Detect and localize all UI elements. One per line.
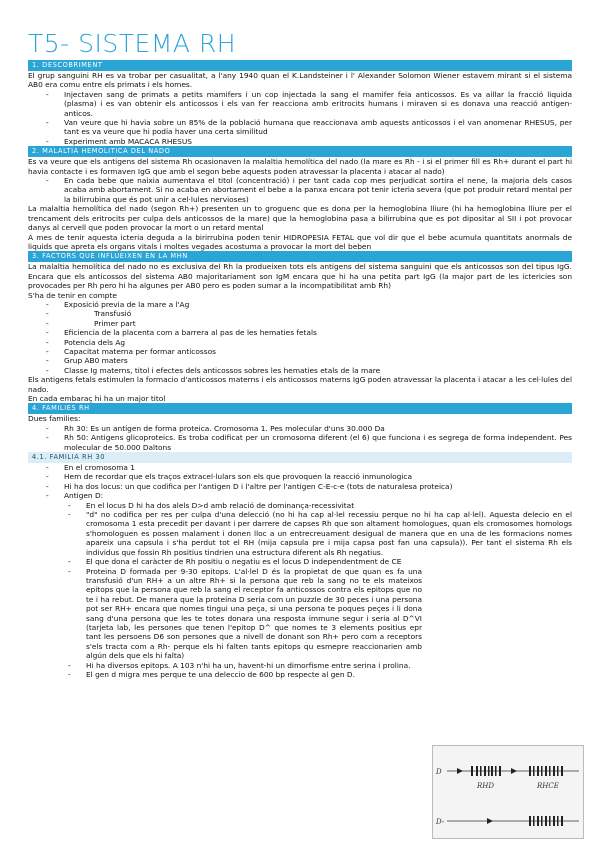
list-item: - Van veure que hi havia sobre un 85% de la població humana que reaccionava amb aquests anticossos i el van anomenar RHESUS, per tant es va veure que hi podía haver una certa similitud	[64, 118, 572, 137]
paragraph: A mes de tenir aquesta icteria deguda a la birirrubina poden tenir HIDROPESIA FETAL que vol dir que el bebe acumula quantitats anormals de liquids que apreta els organs vitals i moltes vegades acostuma a provocar la mort del beben	[28, 232, 572, 251]
bullet-list	[28, 424, 572, 452]
list-item: - Capacitat materna per formar anticossos	[64, 347, 572, 356]
list-item: - Potencia dels Ag	[64, 338, 572, 347]
list-item: - Transfusió	[64, 309, 572, 318]
sub-bullet-list	[28, 501, 572, 680]
list-item: - El que dona el caràcter de Rh positiu o negatiu es el locus D independentment de CE	[86, 557, 572, 566]
rhbox-arrow-left	[457, 768, 463, 774]
label-rhce: RHCE	[537, 782, 559, 790]
paragraph: Els antigens fetals estimulen la formacio d'anticossos materns i els anticossos materns IgG poden atravessar la placenta i atacar a les cel·lules del nado.	[28, 375, 572, 394]
list-item: - En el locus D hi ha dos alels D>d amb relació de dominança-recessivitat	[86, 501, 572, 510]
rhbox-arrow-right	[511, 768, 517, 774]
paragraph: En cada embaraç hi ha un major titol	[28, 394, 166, 403]
section-heading-families: 4. FAMILIES RH	[28, 403, 572, 414]
list-item: - Eficiencia de la placenta com a barrera al pas de les hematies fetals	[64, 328, 572, 337]
list-item: - El gen d migra mes perque te una deleccio de 600 bp respecte al gen D.	[86, 670, 572, 679]
list-item: - "d" no codifica per res per culpa d'una delecció (no hi ha cap al·lel recessiu perque no hi ha cap al·lel). Aquesta delecio en el cromosoma 1 esta precedit per davant i per darrere de capses Rh que son altament homologues, quan els cromosomes homologs s'homologuen es possen malament i donen lloc a un entrecreuament desigual de manera que en una de les formacions nomes apareix una capsula i s'ha perdut tot el RH (mija capsula pre i mija capsa post fan una capsula)). Per tant el sistema Rh els individus que fossin Rh positius tindrien una estructura diferent als Rh negatius.	[86, 510, 572, 557]
bullet-list	[28, 300, 572, 309]
list-item: - Rh 50: Antigens glicoproteics. Es troba codificat per un cromosoma diferent (el 6) que funciona i es segrega de forma independent. Pes molecular de 50.000 Daltons	[64, 433, 572, 452]
list-item: - Grup AB0 maters	[64, 356, 572, 365]
list-item: - Hem de recordar que els traços extracel·lulars son els que provoquen la reacció inmunologica	[64, 472, 572, 481]
bullet-list	[28, 176, 572, 204]
paragraph: La malaltia hemolítica del nado (segon Rh+) presenten un to groguenc que es dona per la hemoglobina lliure (hi ha hemoglobina lliure per el trencament dels eritrocits per culpa dels anticossos de la mare) que la hemoglobina pasa a bilirrubina que es pot dipositar al SII i pot provocar danys al cervell que poden provocar la mort o un retard mental	[28, 204, 572, 233]
section-heading-factors: 3. FACTORS QUE INFLUEIXEN EN LA MHN	[28, 251, 572, 262]
list-item: - En el cromosoma 1	[64, 463, 572, 472]
rhbox-hybrid-arrow	[487, 818, 493, 824]
list-item: - Antigen D:	[64, 491, 572, 500]
list-item: - Rh 30: Es un antígen de forma proteica. Cromosoma 1. Pes molecular d'uns 30.000 Da	[64, 424, 572, 433]
paragraph: El grup sanguini RH es va trobar per casualitat, a l'any 1940 quan el K.Landsteiner i l' Alexander Solomon Wiener estavem mirant si el sistema AB0 era comu entre els primats i els homes.	[28, 71, 572, 90]
list-item: - Exposició previa de la mare a l'Ag	[64, 300, 572, 309]
label-d: D	[436, 768, 442, 776]
bullet-list	[28, 328, 572, 375]
paragraph: Dues families:	[28, 414, 81, 424]
list-item: - Classe Ig materns, titol i efectes dels anticossos sobres les hematies etals de la mare	[64, 366, 572, 375]
rhce-exons	[529, 766, 563, 776]
section-heading-familia-rh30: 4.1. FAMILIA RH 30	[28, 452, 572, 463]
list-item: - En cada bebe que naixia aumentava el titol (concentració) i per tant cada cop mes perjudicat sortira el nene, la majoria dels casos acaba amb abortament. Si no acaba en abortament el bebe a la panxa encara pot tenir icteria severa (que pot produir retard mental per la bilirrubina que és pot unir a cel·lules nervioses)	[64, 176, 572, 204]
paragraph: La malaltia hemolítica del nado no es exclusiva del Rh la produeixen tots els antigens del sistema sanguini que els anticossos son del tipus IgG. Encara que els anticossos del sistema AB0 majoritariament son IgM encara que hi ha una petita part IgG (la major part de les ictericies son provocades per Rh pero hi ha algunes per AB0 pero es poden sumar a la incompatibilitat amb Rh)	[28, 262, 572, 291]
rh-gene-diagram	[432, 745, 584, 839]
page-title: T5- SISTEMA RH	[28, 29, 237, 58]
bullet-list	[28, 463, 572, 501]
list-item: - Hi ha diversos epitops. A 103 n'hi ha un, havent-hi un dimorfisme entre serina i prolina.	[86, 661, 422, 670]
list-item: - Hi ha dos locus: un que codifica per l'antigen D i l'altre per l'antigen C-E-c-e (tots de naturalesa proteica)	[64, 482, 572, 491]
list-item: - Experiment amb MACACA RHESUS	[64, 137, 572, 146]
section-heading-malaltia: 2. MALALTIA HEMOLITICA DEL NADO	[28, 146, 572, 157]
rh-gene-svg	[433, 746, 583, 838]
sub-bullet-list	[28, 309, 572, 328]
section-heading-descobriment: 1. DESCOBRIMENT	[28, 60, 572, 71]
paragraph: Es va veure que els antigens del sistema Rh ocasionaven la malaltia hemolítica del nado (la mare es Rh - i si el primer fill es Rh+ durant el part hi havia contacte i es formaven IgG que amb el segon bebe aquests poden atravessar la placenta i atacar al nado)	[28, 157, 572, 176]
paragraph: S'ha de tenir en compte	[28, 290, 117, 300]
list-item: - Injectaven sang de primats a petits mamifers i un cop injectada la sang el mamifer feia anticossos. Es va aillar la fracció liquida (plasma) i es van obtenir els anticossos i els van fer reacciona amb eritrocits humans i miraven si es donava una reacció antigen-anticos.	[64, 90, 572, 118]
bullet-list	[28, 90, 572, 146]
rhce-exons-bottom	[529, 816, 563, 826]
list-item: - Primer part	[64, 319, 572, 328]
label-rhd: RHD	[477, 782, 494, 790]
list-item: - Proteina D formada per 9-30 epitops. L'al·lel D és la propietat de que quan es fa una transfusió d'un RH+ a un altre Rh+ si la persona que reb la sang no te els mateixos epitops que la persona que reb la sang el receptor fa anticossos contra els epitops que no te i ha rebut. De manera que la proteina D seria com un puzzle de 30 peces i una persona pot ser RH+ encara que nomes tingui una peça, si una persona te poques peçes i li dona sang d'una persona que les te totes donara una resposta immune segur i seria al D^VI (tarjeta lab, les persones que tenen l'epitop D^ que nomes te 3 elements positius epr tant les persoens D6 son persones que a nivell de donant son Rh+ pero com a receptors s'els tracta com a Rh- perque els hi falten tants epitops qu esmepre reaccionarien amb algún dels que els hi falta)	[86, 567, 422, 661]
label-d-minus: D-	[436, 818, 445, 826]
